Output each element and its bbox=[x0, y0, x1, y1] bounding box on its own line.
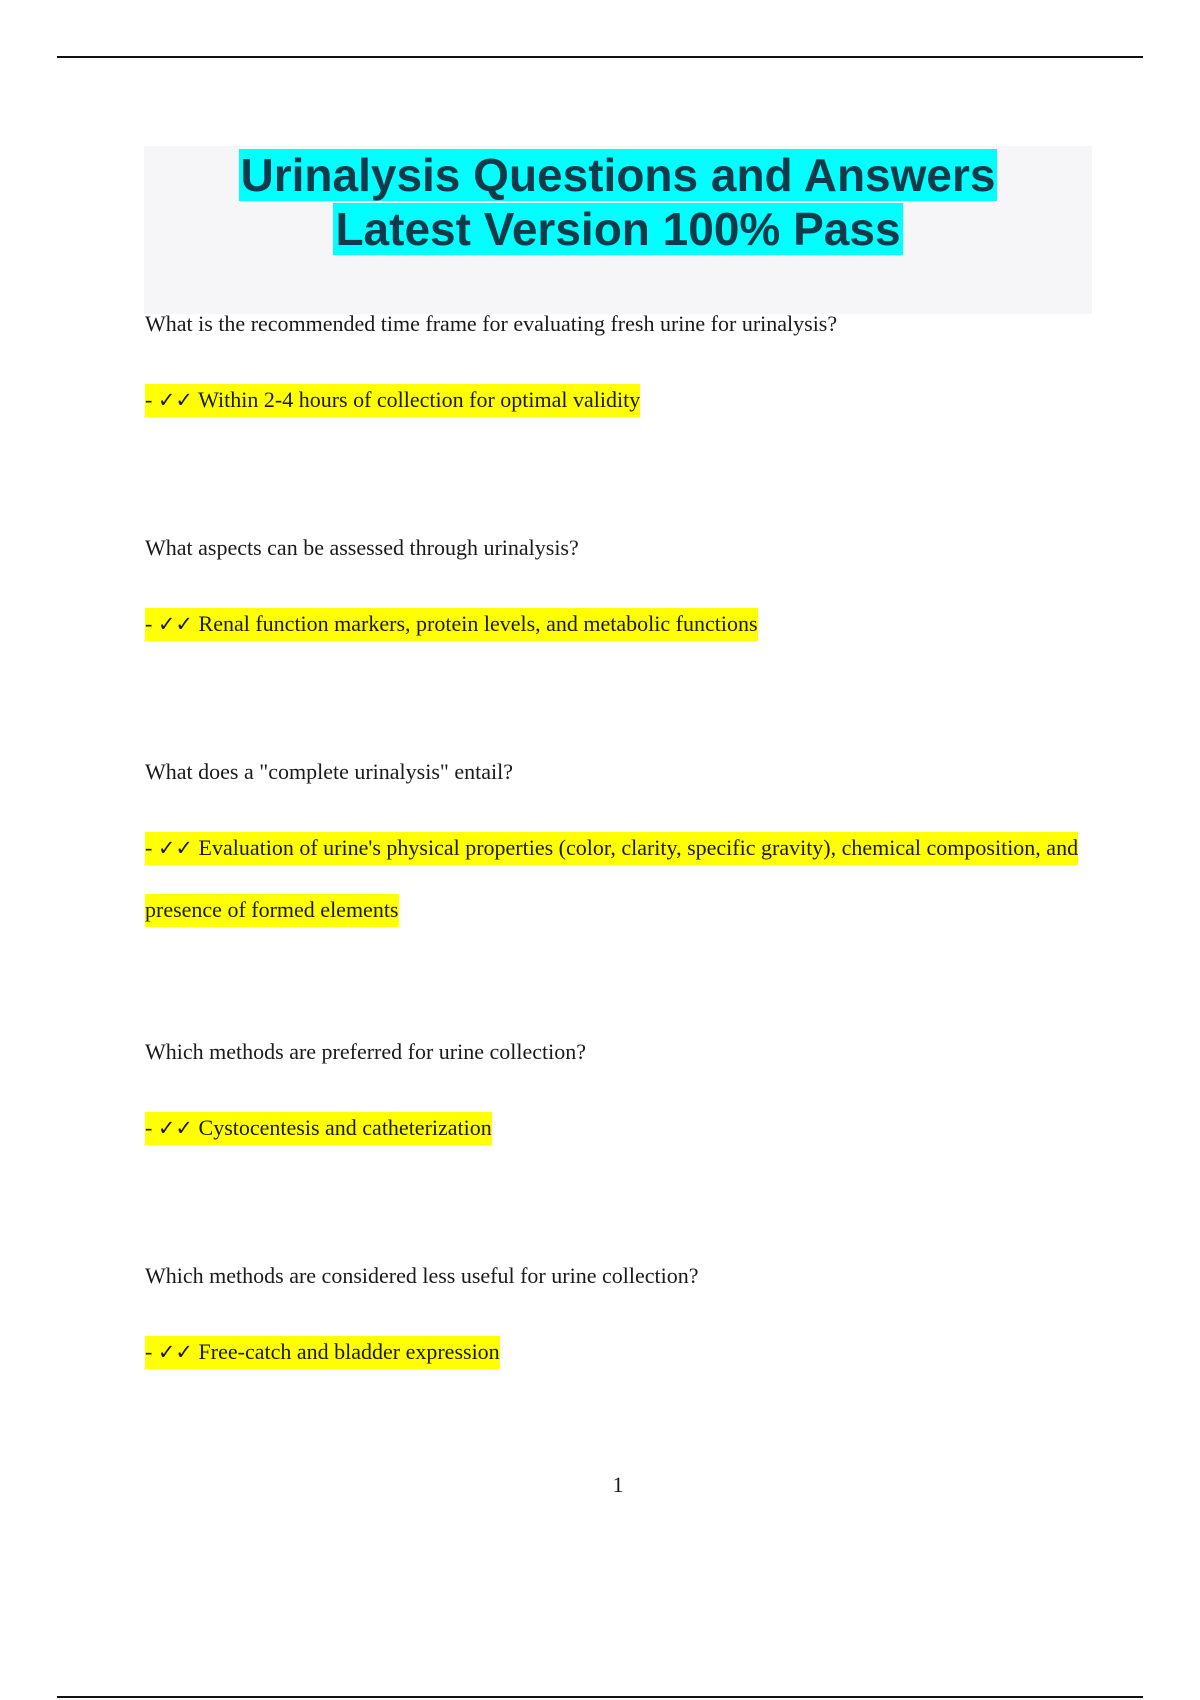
page-number: 1 bbox=[612, 1472, 624, 1497]
double-check-icon: ✓✓ bbox=[157, 388, 194, 412]
answer-highlight bbox=[145, 1336, 500, 1369]
question-text: What does a "complete urinalysis" entail? bbox=[145, 759, 514, 784]
answer-line bbox=[145, 817, 1105, 940]
double-check-icon: ✓✓ bbox=[157, 612, 194, 636]
qa-item bbox=[145, 311, 1105, 431]
question-text: What aspects can be assessed through urinalysis? bbox=[145, 535, 579, 560]
answer-line bbox=[145, 369, 1105, 431]
answer-highlight bbox=[145, 384, 640, 417]
qa-item bbox=[145, 759, 1105, 940]
question-text: Which methods are preferred for urine collection? bbox=[145, 1039, 587, 1064]
answer-text: Evaluation of urine's physical properties (color, clarity, specific gravity), chemical composition, and presence of formed elements bbox=[145, 835, 1079, 922]
header-rule bbox=[57, 56, 1143, 58]
answer-line bbox=[145, 593, 1105, 655]
answer-highlight bbox=[145, 1112, 492, 1145]
answer-prefix: - bbox=[145, 835, 158, 860]
double-check-icon: ✓✓ bbox=[157, 1340, 194, 1364]
qa-item bbox=[145, 1263, 1105, 1383]
qa-item bbox=[145, 535, 1105, 655]
document-title-line-2: Latest Version 100% Pass bbox=[335, 203, 901, 255]
answer-text: Renal function markers, protein levels, and metabolic functions bbox=[198, 611, 758, 636]
answer-prefix: - bbox=[145, 1339, 158, 1364]
answer-prefix: - bbox=[145, 611, 158, 636]
answer-line bbox=[145, 1097, 1105, 1159]
answer-highlight bbox=[145, 608, 758, 641]
answer-prefix: - bbox=[145, 387, 158, 412]
footer-rule bbox=[57, 1696, 1143, 1698]
answer-prefix: - bbox=[145, 1115, 158, 1140]
question-text: What is the recommended time frame for evaluating fresh urine for urinalysis? bbox=[145, 311, 838, 336]
answer-text: Cystocentesis and catheterization bbox=[198, 1115, 492, 1140]
document-title-line-1: Urinalysis Questions and Answers bbox=[240, 149, 996, 201]
answer-text: Within 2-4 hours of collection for optimal validity bbox=[198, 387, 641, 412]
double-check-icon: ✓✓ bbox=[157, 1116, 194, 1140]
question-text: Which methods are considered less useful for urine collection? bbox=[145, 1263, 699, 1288]
answer-highlight bbox=[145, 832, 1078, 927]
answer-line bbox=[145, 1321, 1105, 1383]
double-check-icon: ✓✓ bbox=[157, 836, 194, 860]
answer-text: Free-catch and bladder expression bbox=[198, 1339, 500, 1364]
qa-item bbox=[145, 1039, 1105, 1159]
title-block bbox=[144, 146, 1092, 314]
